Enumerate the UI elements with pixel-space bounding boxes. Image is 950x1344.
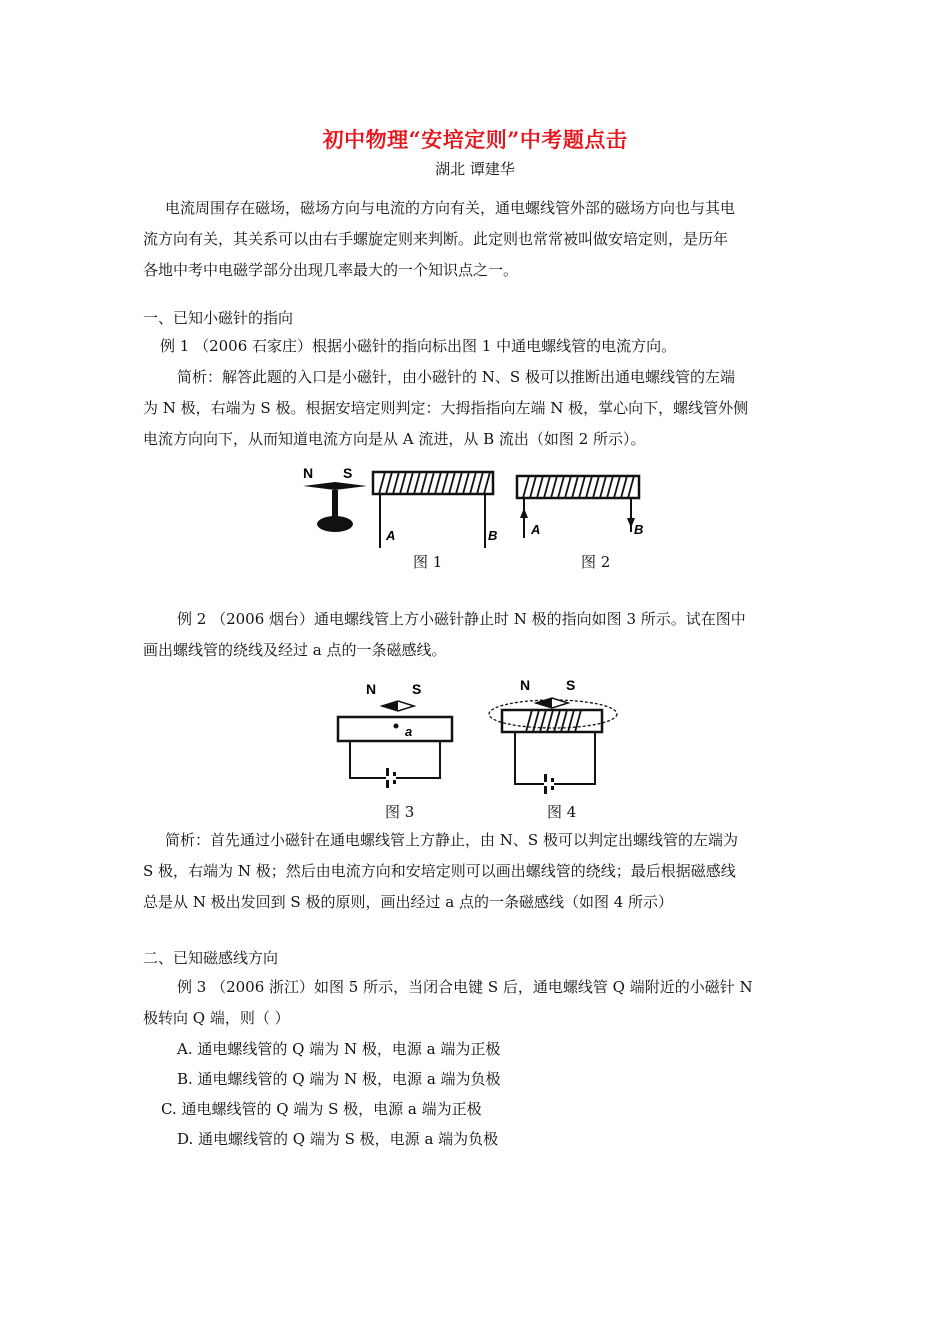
example2-line-1: 例 2 （2006 烟台）通电螺线管上方小磁针静止时 N 极的指向如图 3 所示。试在图中 (177, 610, 746, 628)
option-a: A. 通电螺线管的 Q 端为 N 极，电源 a 端为正极 (177, 1040, 501, 1058)
fig1-n-label: N (303, 465, 314, 481)
fig1-a-label: A (386, 528, 396, 543)
intro-line-1: 电流周围存在磁场，磁场方向与电流的方向有关，通电螺线管外部的磁场方向也与其电 (165, 199, 736, 217)
compass-needle (303, 482, 367, 490)
analysis1-line-1: 简析：解答此题的入口是小磁针，由小磁针的 N、S 极可以推断出通电螺线管的左端 (177, 368, 735, 386)
analysis1-line-2: 为 N 极，右端为 S 极。根据安培定则判定：大拇指指向左端 N 极，掌心向下，螺线管外侧 (143, 399, 749, 417)
fig2-caption: 图 2 (581, 553, 611, 571)
fig1-caption: 图 1 (413, 553, 443, 571)
fig2-b-label: B (634, 522, 644, 537)
figure-1-diagram (303, 465, 497, 548)
fig3-caption: 图 3 (385, 803, 415, 821)
fig3-a-label: a (405, 724, 413, 739)
document-title: 初中物理“安培定则”中考题点击 (322, 127, 628, 152)
fig4-needle-n (536, 698, 552, 708)
option-d: D. 通电螺线管的 Q 端为 S 极，电源 a 端为负极 (177, 1130, 499, 1148)
figure-2-diagram (517, 476, 643, 538)
section1-heading: 一、已知小磁针的指向 (143, 309, 294, 327)
fig3-point-a (394, 724, 399, 729)
fig3-needle-n (382, 701, 398, 711)
intro-line-2: 流方向有关，其关系可以由右手螺旋定则来判断。此定则也常常被叫做安培定则，是历年 (143, 230, 729, 248)
example3-line-1: 例 3 （2006 浙江）如图 5 所示，当闭合电键 S 后，通电螺线管 Q 端附近的小磁针 N (177, 978, 753, 996)
figure-1-2 (295, 460, 655, 550)
fig1-s-label: S (343, 465, 353, 481)
fig3-s-label: S (412, 681, 422, 697)
author-line: 湖北 谭建华 (435, 160, 515, 178)
compass-base (317, 516, 353, 532)
figure-4-diagram (489, 677, 617, 794)
figure-3-4 (330, 676, 630, 794)
intro-line-3: 各地中考中电磁学部分出现几率最大的一个知识点之一。 (143, 261, 519, 279)
analysis2-line-2: S 极，右端为 N 极；然后由电流方向和安培定则可以画出螺线管的绕线；最后根据磁感线 (143, 862, 736, 880)
fig3-n-label: N (366, 681, 377, 697)
example2-line-2: 画出螺线管的绕线及经过 a 点的一条磁感线。 (143, 641, 447, 659)
analysis2-line-1: 简析：首先通过小磁针在通电螺线管上方静止，由 N、S 极可以判定出螺线管的左端为 (165, 831, 738, 849)
option-c: C. 通电螺线管的 Q 端为 S 极，电源 a 端为正极 (161, 1100, 482, 1118)
analysis2-line-3: 总是从 N 极出发回到 S 极的原则，画出经过 a 点的一条磁感线（如图 4 所示） (143, 893, 674, 911)
fig3-solenoid (338, 717, 452, 741)
fig4-coil-windings (526, 710, 581, 732)
example3-line-2: 极转向 Q 端，则（ ） (143, 1009, 290, 1027)
fig1-coil-windings (379, 472, 490, 494)
analysis1-line-3: 电流方向向下，从而知道电流方向是从 A 流进，从 B 流出（如图 2 所示）。 (143, 430, 646, 448)
fig2-coil-windings (523, 476, 634, 498)
fig1-b-label: B (488, 528, 498, 543)
option-b: B. 通电螺线管的 Q 端为 N 极，电源 a 端为负极 (177, 1070, 501, 1088)
fig4-s-label: S (566, 677, 576, 693)
fig4-caption: 图 4 (547, 803, 577, 821)
fig2-a-label: A (531, 522, 541, 537)
section2-heading: 二、已知磁感线方向 (143, 949, 279, 967)
fig4-n-label: N (520, 677, 531, 693)
figure-3-diagram (338, 681, 452, 788)
fig2-arrow-a (520, 508, 528, 518)
example1-text: 例 1 （2006 石家庄）根据小磁针的指向标出图 1 中通电螺线管的电流方向。 (160, 337, 677, 355)
